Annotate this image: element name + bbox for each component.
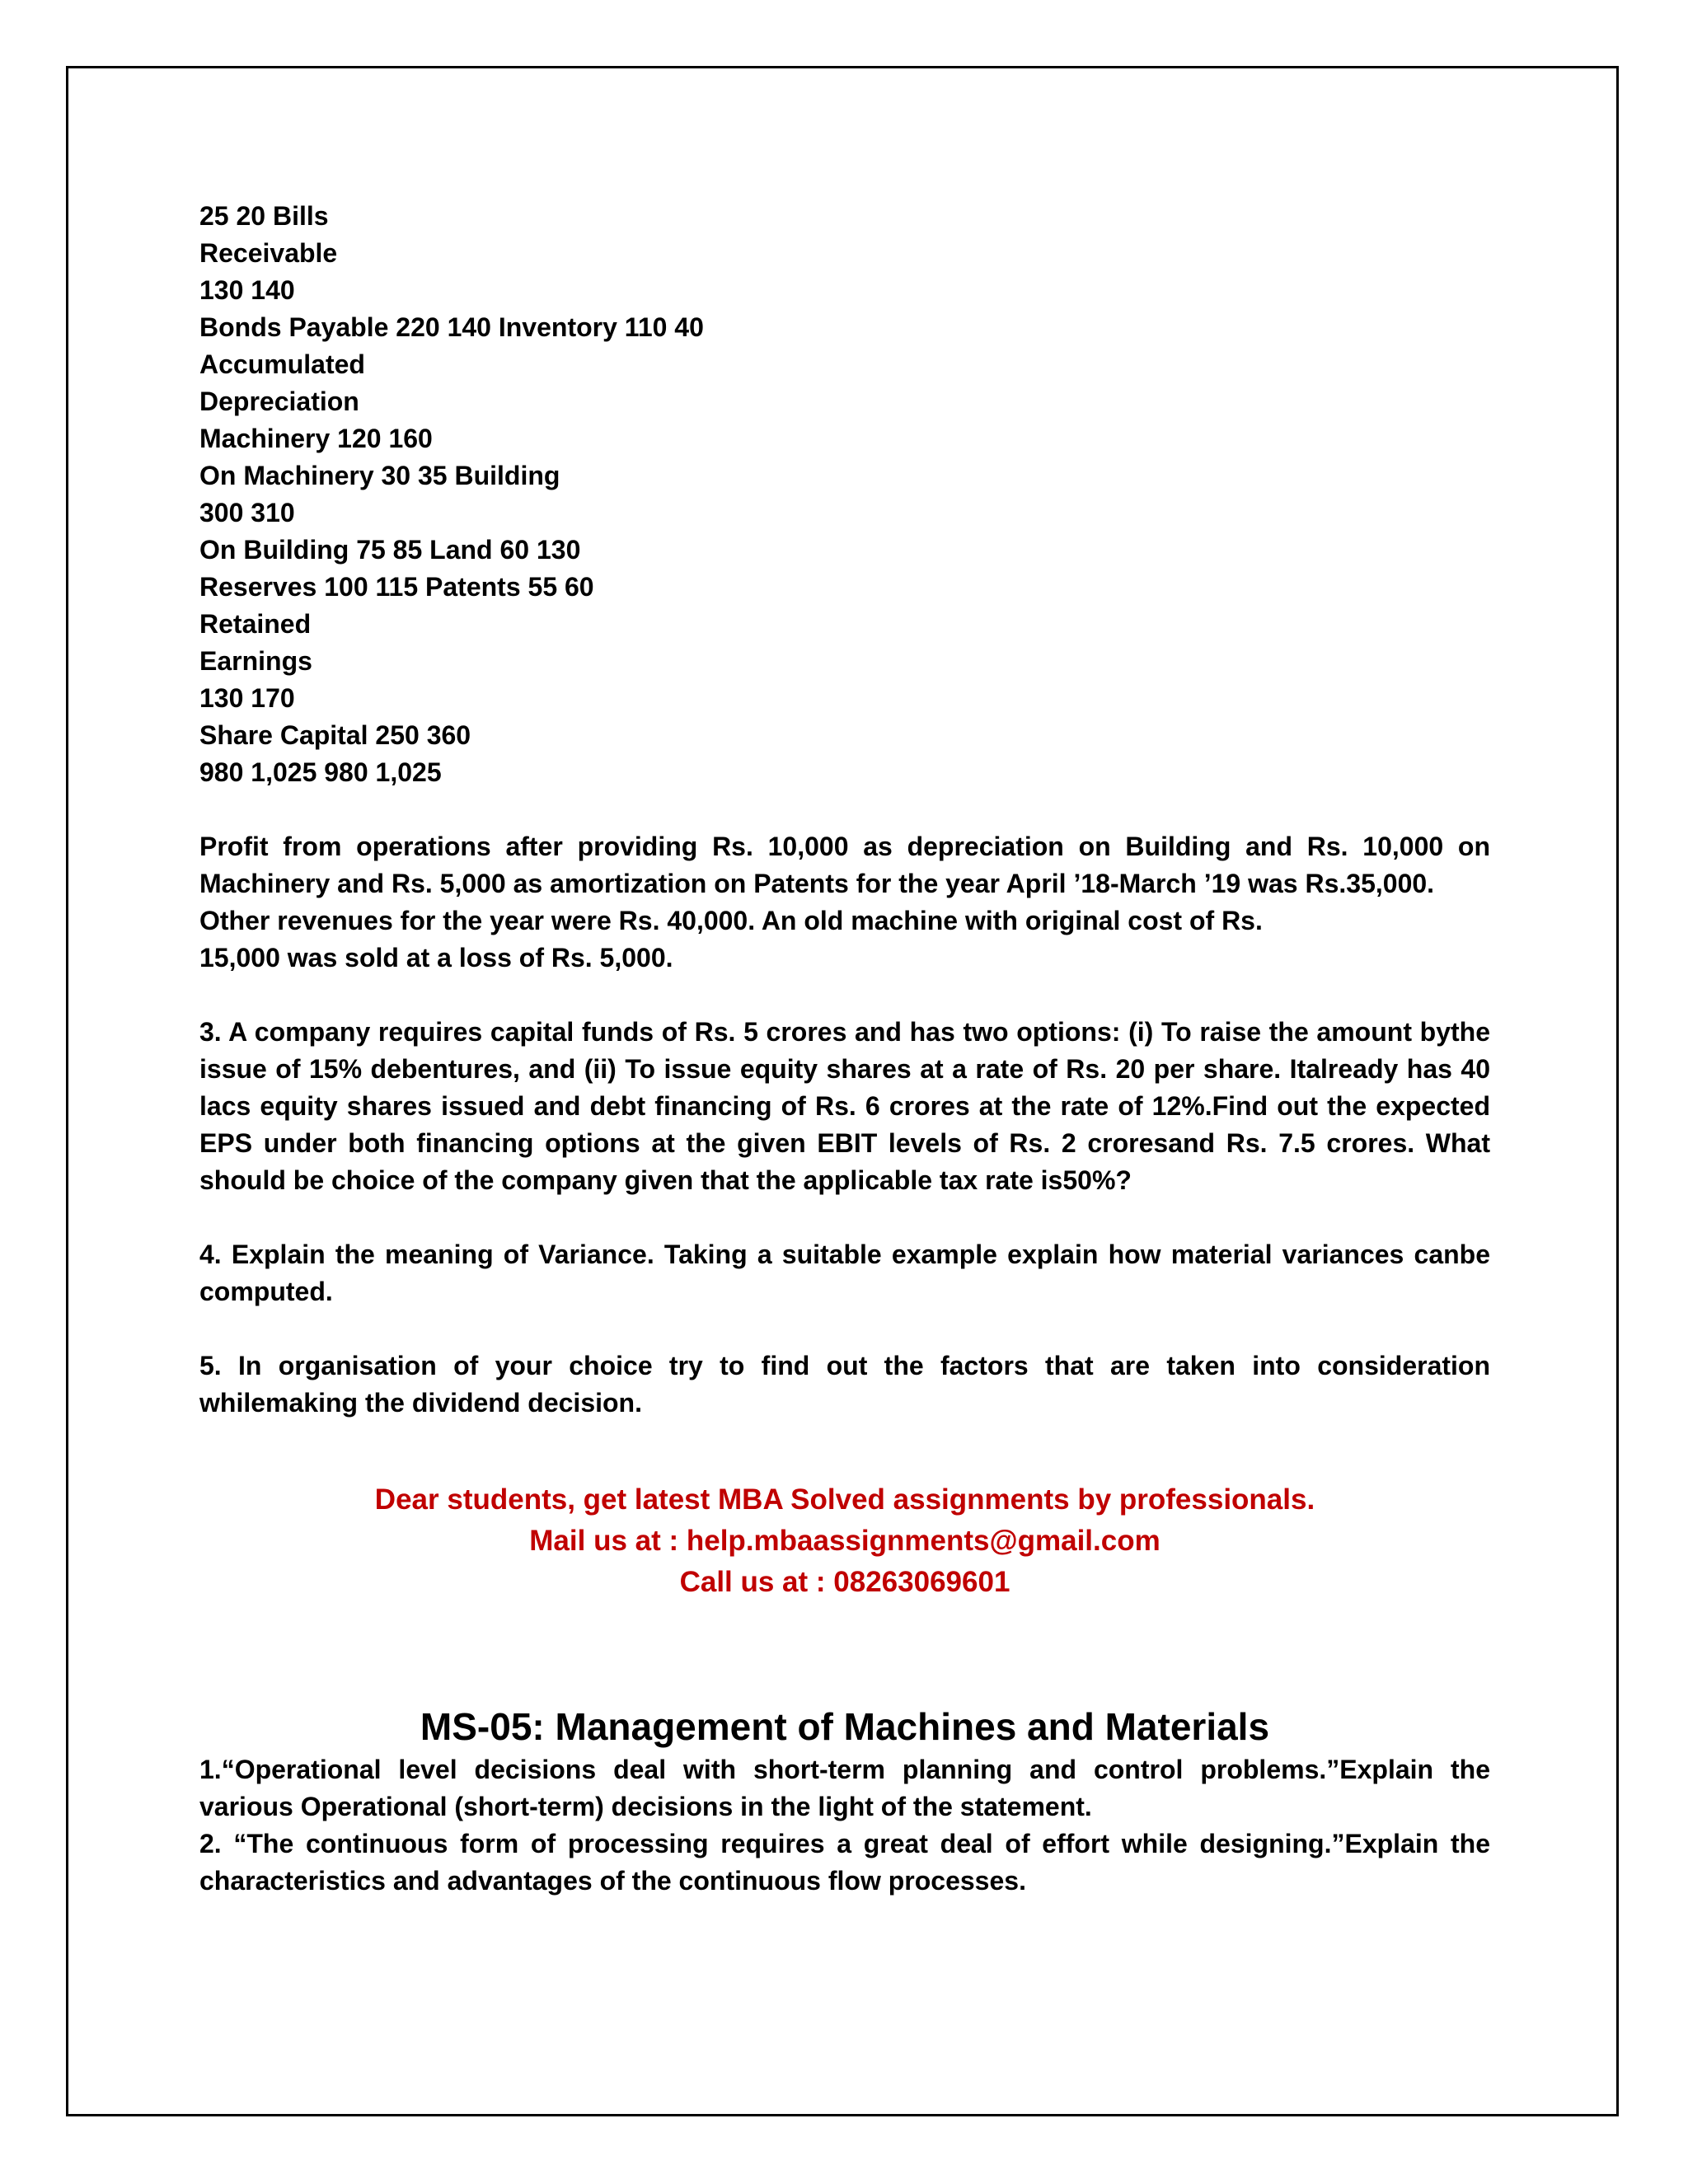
profit-note-line: 15,000 was sold at a loss of Rs. 5,000.: [199, 943, 673, 972]
balance-line: On Machinery 30 35 Building: [199, 461, 560, 490]
balance-line: Receivable: [199, 238, 338, 268]
balance-line: Bonds Payable 220 140 Inventory 110 40: [199, 312, 704, 342]
document-body: [199, 198, 1490, 1900]
balance-line: Reserves 100 115 Patents 55 60: [199, 572, 594, 602]
ms05-question-1: 1.“Operational level decisions deal with short-term planning and control problems.”Explain the various Operational (short-term) decisions in the light of the statement.: [199, 1755, 1490, 1821]
section-title: MS-05: Management of Machines and Materials: [420, 1705, 1270, 1748]
promo-email: Mail us at : help.mbaassignments@gmail.com: [529, 1525, 1160, 1557]
balance-line: 130 140: [199, 275, 295, 305]
balance-line: On Building 75 85 Land 60 130: [199, 535, 581, 565]
balance-line: Accumulated: [199, 349, 365, 379]
profit-note-line: Other revenues for the year were Rs. 40,000. An old machine with original cost of Rs.: [199, 906, 1263, 935]
balance-line: Retained: [199, 609, 312, 639]
ms05-question-2: 2. “The continuous form of processing requires a great deal of effort while designing.”Explain the characteristics and advantages of the continuous flow processes.: [199, 1829, 1490, 1896]
profit-note: [199, 828, 1490, 977]
promo-phone: Call us at : 08263069601: [679, 1566, 1010, 1598]
balance-line: 130 170: [199, 683, 295, 713]
balance-line: Share Capital 250 360: [199, 720, 471, 750]
balance-line: 300 310: [199, 498, 295, 527]
balance-line: 25 20 Bills: [199, 201, 329, 231]
question-4: 4. Explain the meaning of Variance. Taking a suitable example explain how material variances canbe computed.: [199, 1240, 1490, 1306]
balance-line: Earnings: [199, 646, 312, 676]
question-5: 5. In organisation of your choice try to find out the factors that are taken into consideration whilemaking the dividend decision.: [199, 1351, 1490, 1418]
promo-line: Dear students, get latest MBA Solved assignments by professionals.: [374, 1483, 1315, 1516]
promo-block: [199, 1479, 1490, 1603]
balance-line: 980 1,025 980 1,025: [199, 757, 442, 787]
balance-line: Machinery 120 160: [199, 424, 433, 453]
profit-note-text: Profit from operations after providing Rs. 10,000 as depreciation on Building and Rs. 10,000 on Machinery and Rs. 5,000 as amortization on Patents for the year April ’18-March ’19 was Rs.35,000.: [199, 832, 1490, 898]
question-3: 3. A company requires capital funds of Rs. 5 crores and has two options: (i) To raise the amount bythe issue of 15% debentures, and (ii) To issue equity shares at a rate of Rs. 20 per share. Italready has 40 lacs equity shares issued and debt financing of Rs. 6 crores at the rate of 12%.Find out the expected EPS under both financing options at the given EBIT levels of Rs. 2 croresand Rs. 7.5 crores. What should be choice of the company given that the applicable tax rate is50%?: [199, 1017, 1490, 1195]
balance-sheet-block: [199, 198, 1490, 791]
balance-line: Depreciation: [199, 387, 359, 416]
